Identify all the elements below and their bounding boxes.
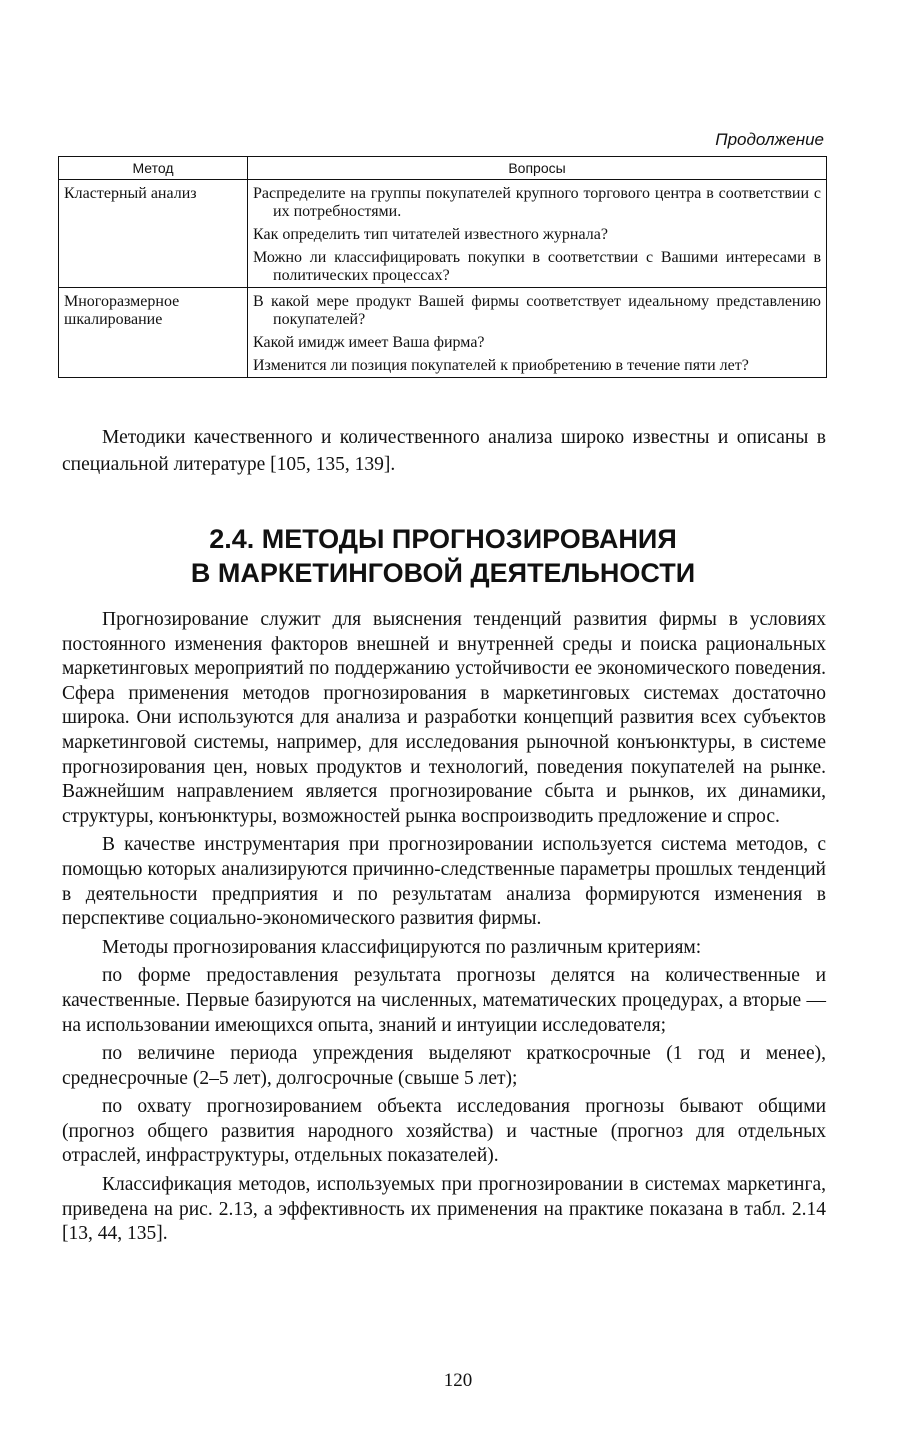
paragraph: В качестве инструментария при прогнозировании используется система методов, с помощью которых анализируются причинно-следственные параметры прошлых тенденций в деятельности предприятия и по результатам анализа формируются изменения в перспективе социально-экономического развития фирмы. bbox=[62, 834, 826, 930]
paragraph: по форме предоставления результата прогнозы делятся на количественные и качественные. Первые базируются на численных, математических процедурах, а вторые — на использовании имеющихся опыта, знаний и интуиции исследователя; bbox=[62, 965, 826, 1036]
header-method: Метод bbox=[59, 157, 248, 180]
table-continuation-label: Продолжение bbox=[715, 130, 824, 149]
section-heading-line-1: 2.4. МЕТОДЫ ПРОГНОЗИРОВАНИЯ bbox=[209, 524, 677, 554]
section-heading-line-2: В МАРКЕТИНГОВОЙ ДЕЯТЕЛЬНОСТИ bbox=[190, 558, 696, 588]
question-item: Можно ли классифицировать покупки в соответствии с Вашими интересами в политических процессах? bbox=[253, 249, 821, 284]
paragraph: по охвату прогнозированием объекта исследования прогнозы бывают общими (прогноз общего развития народного хозяйства) и частные (прогноз для отдельных отраслей, инфраструктуры, отдельных показателей). bbox=[62, 1096, 826, 1167]
questions-cell bbox=[248, 288, 827, 378]
questions-cell bbox=[248, 180, 827, 288]
header-questions: Вопросы bbox=[248, 157, 827, 180]
methods-questions-table bbox=[58, 156, 827, 378]
paragraph: по величине периода упреждения выделяют краткосрочные (1 год и менее), среднесрочные (2–5 лет), долгосрочные (свыше 5 лет); bbox=[62, 1043, 826, 1089]
body-text bbox=[62, 608, 826, 1247]
table-header-row bbox=[59, 157, 827, 180]
literature-note: Методики качественного и количественного анализа широко известны и описаны в специальной литературе [105, 135, 139]. bbox=[62, 427, 826, 475]
table-row bbox=[59, 180, 827, 288]
question-item: Распределите на группы покупателей крупного торгового центра в соответствии с их потребностями. bbox=[253, 185, 821, 220]
question-item: Какой имидж имеет Ваша фирма? bbox=[253, 334, 485, 351]
paragraph: Методы прогнозирования классифицируются по различным критериям: bbox=[102, 936, 702, 958]
method-cell: Кластерный анализ bbox=[59, 180, 248, 288]
paragraph: Классификация методов, используемых при прогнозировании в системах маркетинга, приведена на рис. 2.13, а эффективность их применения на практике показана в табл. 2.14 [13, 44, 135]. bbox=[62, 1174, 826, 1245]
page-number: 120 bbox=[443, 1370, 473, 1391]
section-heading bbox=[60, 522, 826, 590]
question-item: Изменится ли позиция покупателей к приобретению в течение пяти лет? bbox=[253, 357, 749, 374]
paragraph: Прогнозирование служит для выяснения тенденций развития фирмы в условиях постоянного изменения факторов внешней и внутренней среды и поиска рациональных маркетинговых мероприятий по поддержанию устойчивости ее экономического поведения. Сфера применения методов прогнозирования в маркетинговых системах достаточно широка. Они используются для анализа и разработки концепций развития всех субъектов маркетинговой системы, например, для исследования рыночной конъюнктуры, в системе прогнозирования цен, новых продуктов и технологий, поведения покупателей на рынке. Важнейшим направлением является прогнозирование сбыта и рынков, их динамики, структуры, конъюнктуры, возможностей рынка воспроизводить предложение и спрос. bbox=[62, 609, 826, 827]
method-cell: Многоразмерное шкалирование bbox=[59, 288, 248, 378]
question-item: В какой мере продукт Вашей фирмы соответствует идеальному представлению покупателей? bbox=[253, 293, 821, 328]
question-item: Как определить тип читателей известного журнала? bbox=[253, 226, 608, 243]
table-row bbox=[59, 288, 827, 378]
